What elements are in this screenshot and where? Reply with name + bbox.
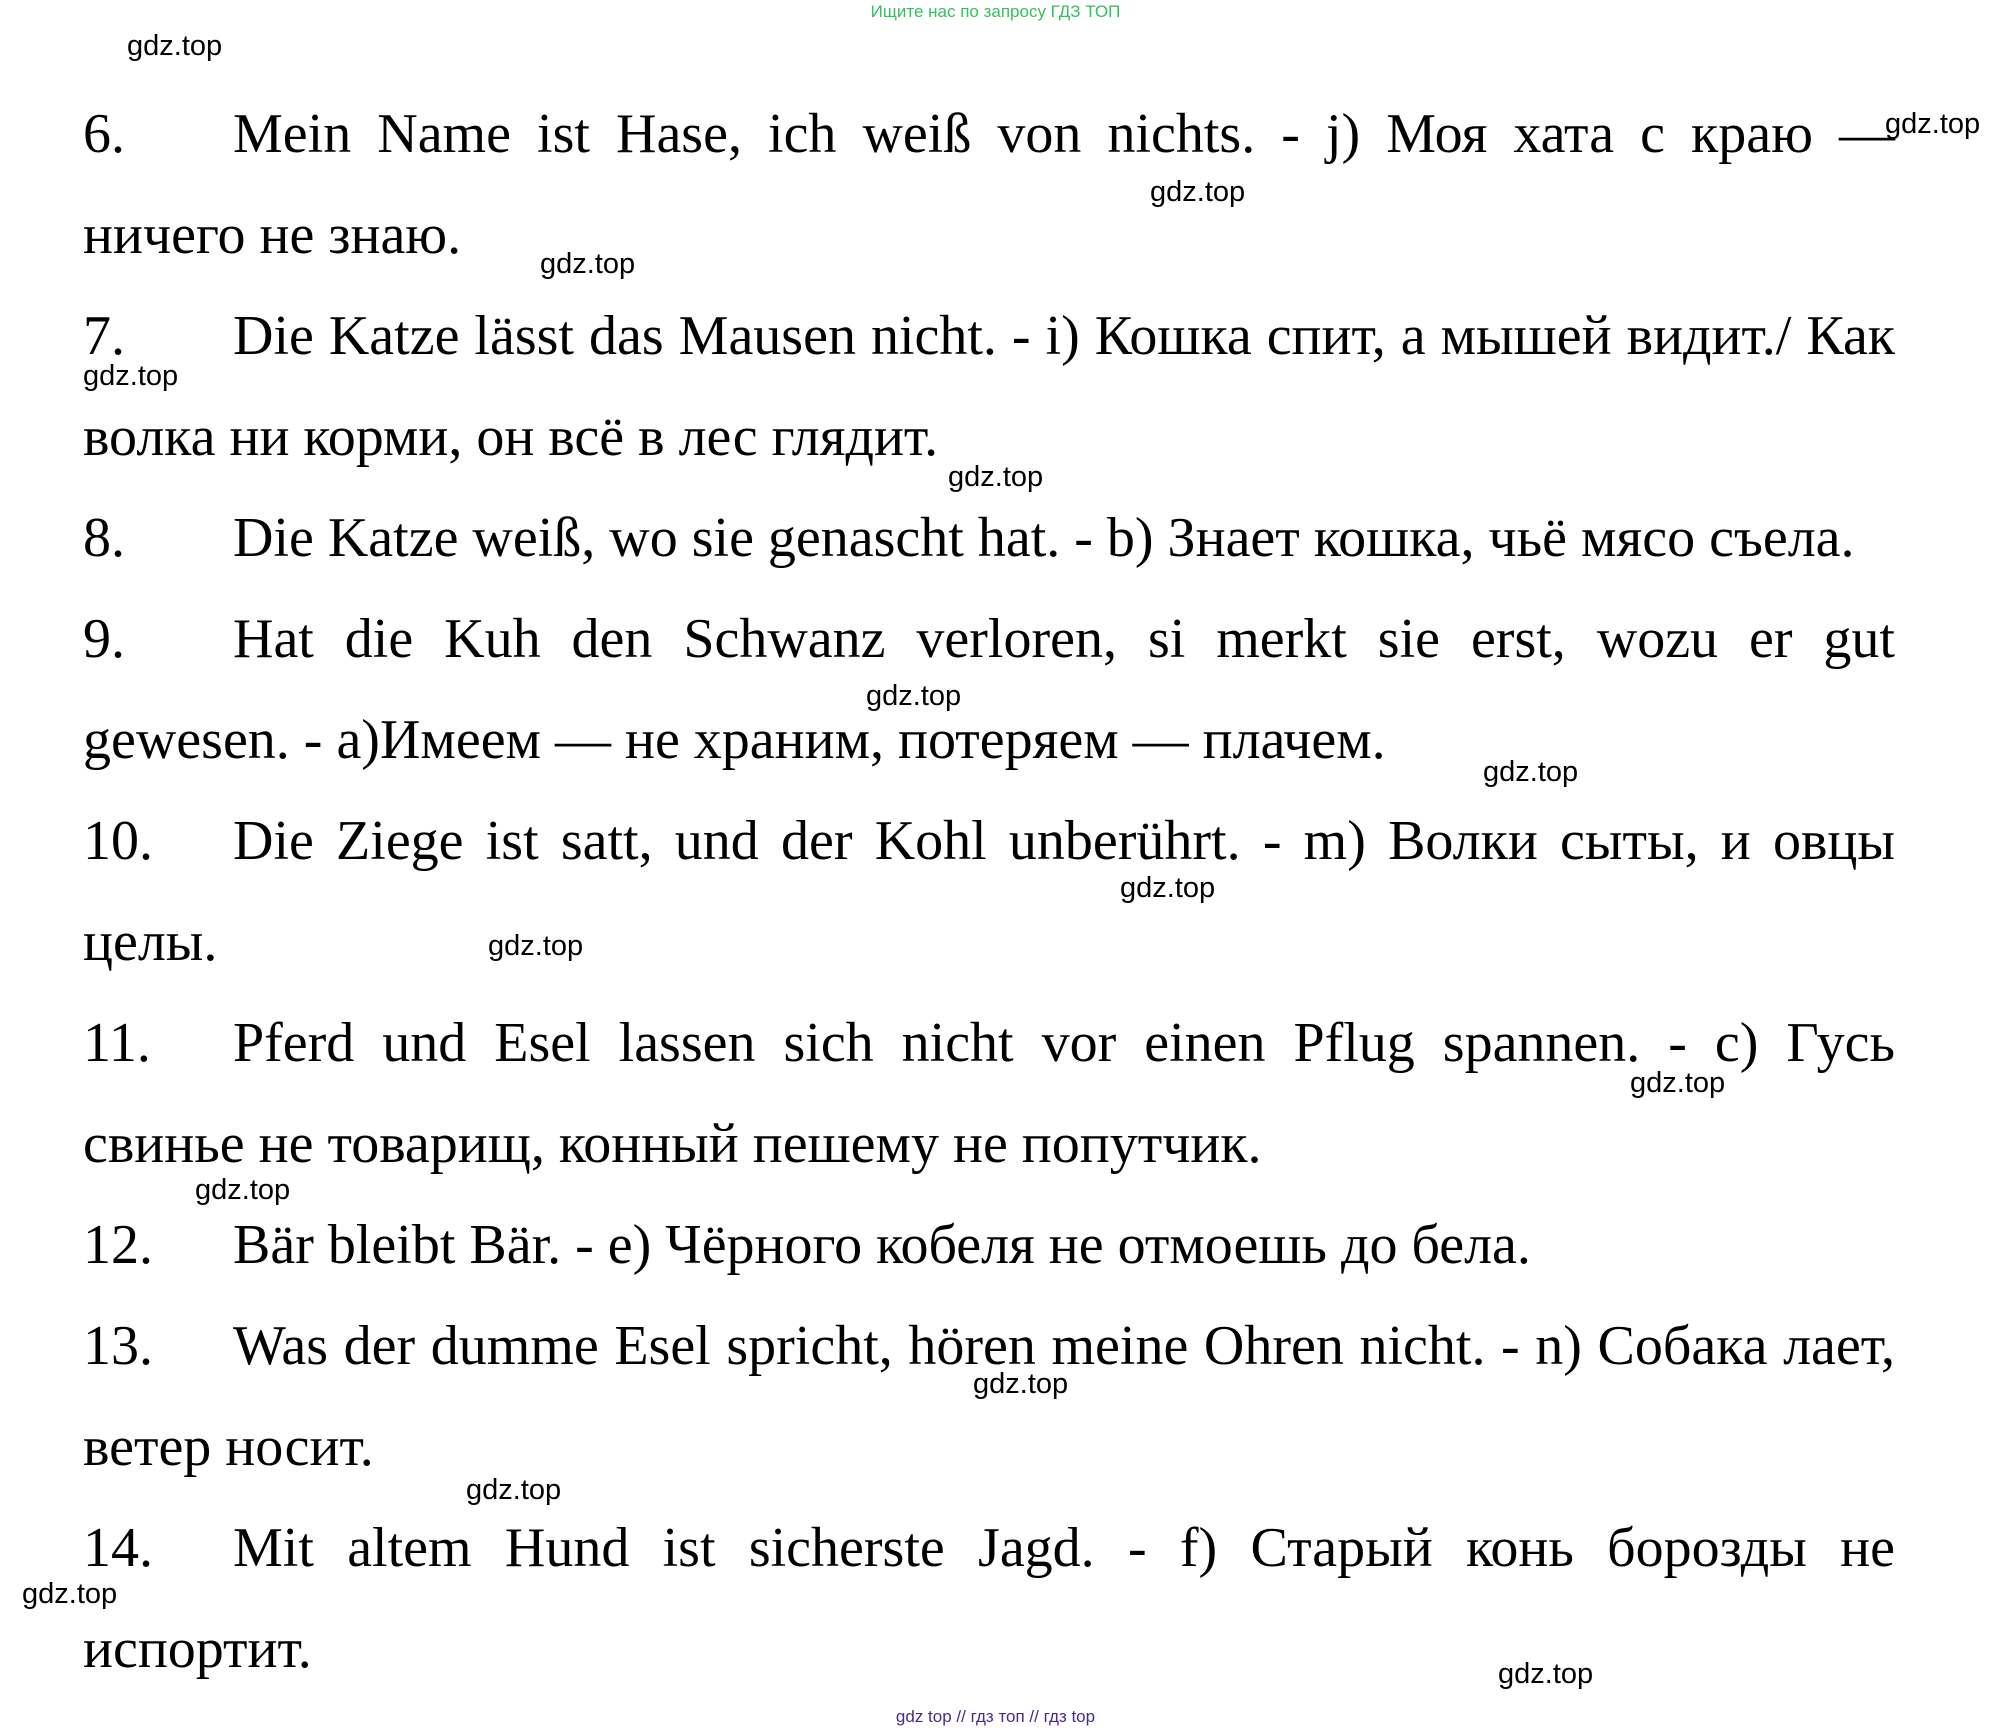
watermark: gdz.top [1483, 756, 1579, 788]
list-item [83, 791, 1895, 993]
watermark: gdz.top [466, 1474, 562, 1506]
list-item [83, 589, 1895, 791]
watermark: gdz.top [866, 680, 962, 712]
list-item [83, 1195, 1895, 1296]
item-number: 6. [83, 103, 125, 165]
item-text: Bär bleibt Bär. - e) Чёрного кобеля не отмоешь до бела. [233, 1214, 1531, 1276]
watermark: gdz.top [488, 930, 584, 962]
top-banner: Ищите нас по запросу ГДЗ ТОП [870, 2, 1121, 21]
watermark: gdz.top [1498, 1658, 1594, 1690]
list-item [83, 1498, 1895, 1700]
item-text: Hat die Kuh den Schwanz verloren, si merkt sie erst, wozu er gut gewesen. - a)Имеем — не храним, потеряем — плачем. [83, 608, 1895, 771]
watermark: gdz.top [1120, 872, 1216, 904]
watermark: gdz.top [1885, 108, 1981, 140]
item-number: 11. [83, 1012, 151, 1074]
watermark: gdz.top [195, 1174, 291, 1206]
watermark: gdz.top [1150, 176, 1246, 208]
item-text: Mein Name ist Hase, ich weiß von nichts. - j) Моя хата с краю — ничего не знаю. [83, 103, 1895, 266]
item-number: 10. [83, 810, 153, 872]
item-text: Pferd und Esel lassen sich nicht vor einen Pflug spannen. - c) Гусь свинье не товарищ, конный пешему не попутчик. [83, 1012, 1895, 1175]
item-number: 13. [83, 1315, 153, 1377]
footer-links: gdz top // гдз топ // гдз top [895, 1707, 1096, 1726]
item-number: 7. [83, 305, 125, 367]
item-text: Die Katze weiß, wo sie genascht hat. - b) Знает кошка, чьё мясо съела. [233, 507, 1855, 569]
watermark: gdz.top [540, 248, 636, 280]
item-text: Mit altem Hund ist sicherste Jagd. - f) Старый конь борозды не испортит. [83, 1517, 1895, 1680]
item-number: 8. [83, 507, 125, 569]
item-number: 12. [83, 1214, 153, 1276]
document-body [83, 84, 1895, 1700]
item-number: 9. [83, 608, 125, 670]
watermark: gdz.top [22, 1578, 118, 1610]
list-item [83, 488, 1895, 589]
watermark: gdz.top [948, 461, 1044, 493]
watermark: gdz.top [1630, 1067, 1726, 1099]
item-text: Die Katze lässt das Mausen nicht. - i) Кошка спит, а мышей видит./ Как волка ни корми, он всё в лес глядит. [83, 305, 1895, 468]
list-item [83, 993, 1895, 1195]
item-text: Was der dumme Esel spricht, hören meine Ohren nicht. - n) Собака лает, ветер носит. [83, 1315, 1895, 1478]
watermark: gdz.top [973, 1368, 1069, 1400]
watermark: gdz.top [127, 30, 223, 62]
item-number: 14. [83, 1517, 153, 1579]
list-item [83, 84, 1895, 286]
watermark: gdz.top [83, 360, 179, 392]
list-item [83, 286, 1895, 488]
item-text: Die Ziege ist satt, und der Kohl unberührt. - m) Волки сыты, и овцы целы. [83, 810, 1895, 973]
